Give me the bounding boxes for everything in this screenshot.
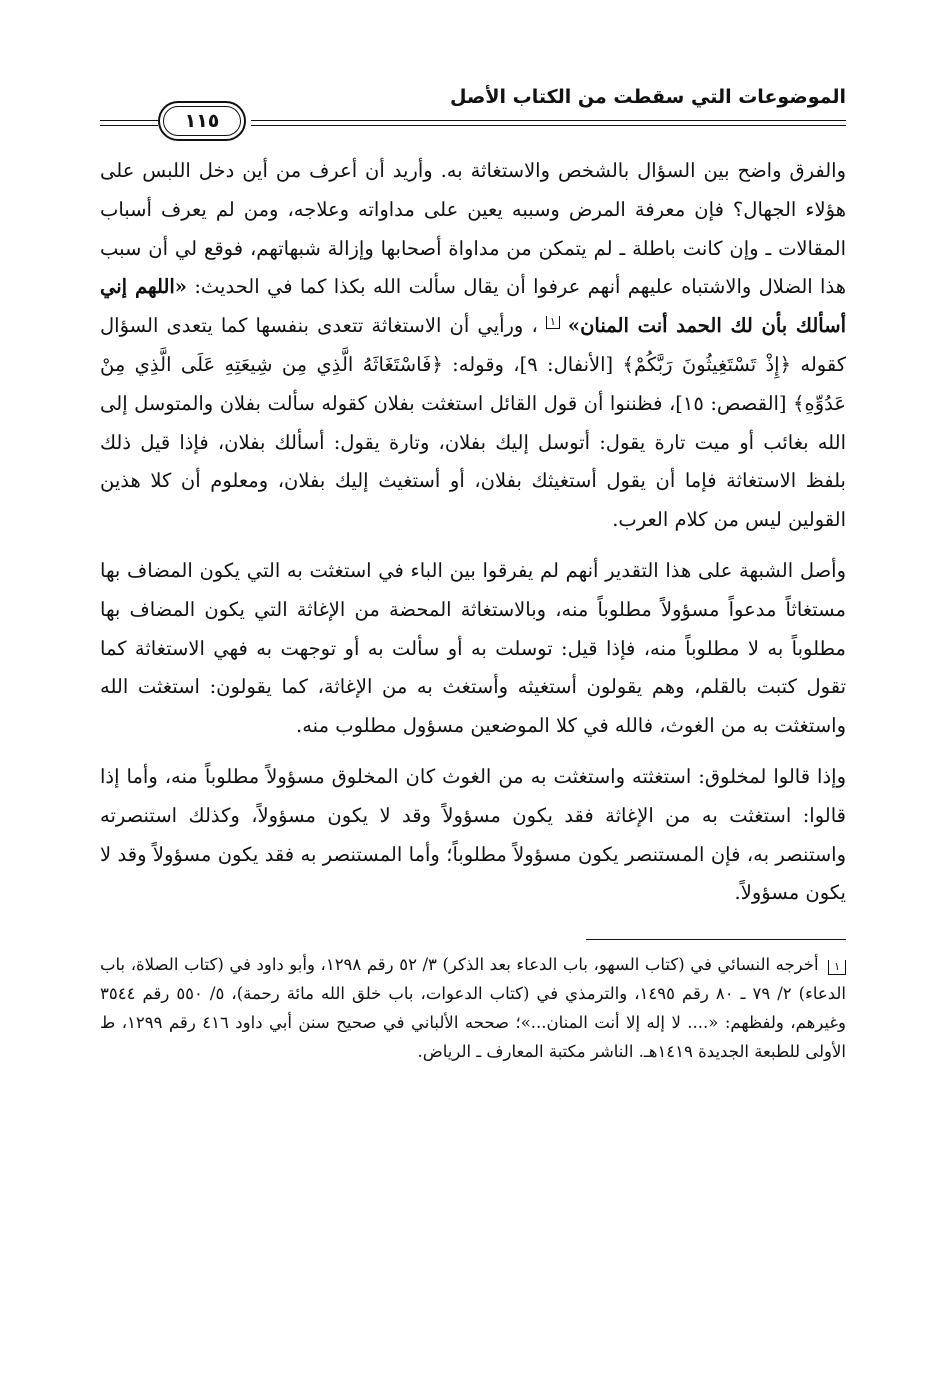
- page-number: ١١٥: [158, 101, 246, 141]
- paragraph-text: ، ورأيي أن الاستغاثة تتعدى بنفسها كما يتعدى السؤال كقوله: [100, 314, 846, 376]
- paragraph: [100, 758, 846, 913]
- paragraph: [100, 552, 846, 746]
- paragraph-text: وإذا قالوا لمخلوق: استغثته واستغثت به من الغوث كان المخلوق مسؤولاً مطلوباً منه، وأما إذا قالوا: استغثت به من الإغاثة فقد يكون مسؤولاً وقد لا يكون مسؤولاً، وكذلك استنصرته واستنصر به، فإن المستنصر يكون مسؤولاً مطلوباً؛ وأما المستنصر به فقد يكون مسؤولاً وقد لا يكون مسؤولاً.: [100, 764, 846, 905]
- footnote-reference[interactable]: ١: [546, 316, 560, 329]
- hadith-quote: «اللهم إني أسألك بأن لك الحمد أنت المنان»: [100, 275, 846, 338]
- quran-verse: ﴿فَاسْتَغَاثَهُ الَّذِي مِن شِيعَتِهِ عَلَى الَّذِي مِنْ عَدُوِّهِ﴾: [100, 352, 846, 415]
- paragraph-text: [القصص: ١٥]، فظننوا أن قول القائل استغثت بفلان كقوله سألت بفلان والمتوسل إلى الله بغائب أو ميت تارة يقول: أتوسل إليك بفلان، وتارة يقول: أسألك بفلان، فإذا قيل ذلك بلفظ الاستغاثة فإما أن يقول أستغيثك بفلان، أو أستغيث إليك بفلان، ومعلوم أن كلا هذين القولين ليس من كلام العرب.: [100, 391, 846, 532]
- running-header: [100, 78, 846, 130]
- header-title: الموضوعات التي سقطت من الكتاب الأصل: [450, 86, 846, 108]
- paragraph-text: والفرق واضح بين السؤال بالشخص والاستغاثة به. وأريد أن أعرف من أين دخل اللبس على هؤلاء الجهال؟ فإن معرفة المرض وسببه يعين على مداواته وعلاجه، ومن لم يعرف أسباب المقالات ـ وإن كانت باطلة ـ لم يتمكن من مداواة أصحابها وإزالة شبهاتهم، فوقع لي أن سبب هذا الضلال والاشتباه عليهم أنهم عرفوا أن يقال سألت الله بكذا كما في الحديث:: [100, 159, 846, 299]
- page: [100, 78, 846, 1066]
- main-text: [100, 152, 846, 913]
- footnote: [100, 950, 846, 1066]
- paragraph-text: وأصل الشبهة على هذا التقدير أنهم لم يفرقوا بين الباء في استغثت به التي يكون المضاف بها مستغاثاً مدعواً مسؤولاً مطلوباً منه، وبالاستغاثة المحضة من الإغاثة التي يكون المضاف بها مطلوباً به لا مطلوباً منه، فإذا قيل: توسلت به أو سألت به أو توجهت به فهي الاستغاثة كما تقول كتبت بالقلم، وهم يقولون أستغيثه وأستغث به من الإغاثة، كما يقولون: استغثت الله واستغثت به من الغوث، فالله في كلا الموضعين مسؤول مطلوب منه.: [100, 558, 846, 738]
- footnote-separator: [586, 939, 846, 940]
- header-rule: [251, 120, 846, 121]
- header-rule: [100, 120, 158, 121]
- footnote-number: ١: [828, 960, 846, 975]
- footnote-text: أخرجه النسائي في (كتاب السهو، باب الدعاء بعد الذكر) ٣/ ٥٢ رقم ١٢٩٨، وأبو داود في (كتاب الصلاة، باب الدعاء) ٢/ ٧٩ ـ ٨٠ رقم ١٤٩٥، والترمذي في (كتاب الدعوات، باب خلق الله مائة رحمة)، ٥/ ٥٥٠ رقم ٣٥٤٤ وغيرهم، ولفظهم: «.... لا إله إلا أنت المنان...»؛ صححه الألباني في صحيح سنن أبي داود ٤١٦ رقم ١٢٩٩، ط الأولى للطبعة الجديدة ١٤١٩هـ. الناشر مكتبة المعارف ـ الرياض.: [100, 955, 846, 1062]
- paragraph-text: [الأنفال: ٩]، وقوله:: [442, 352, 614, 376]
- paragraph: [100, 152, 846, 540]
- header-rule: [251, 125, 846, 126]
- quran-verse: ﴿إِذْ تَسْتَغِيثُونَ رَبَّكُمْ﴾: [622, 352, 792, 376]
- header-rule: [100, 125, 158, 126]
